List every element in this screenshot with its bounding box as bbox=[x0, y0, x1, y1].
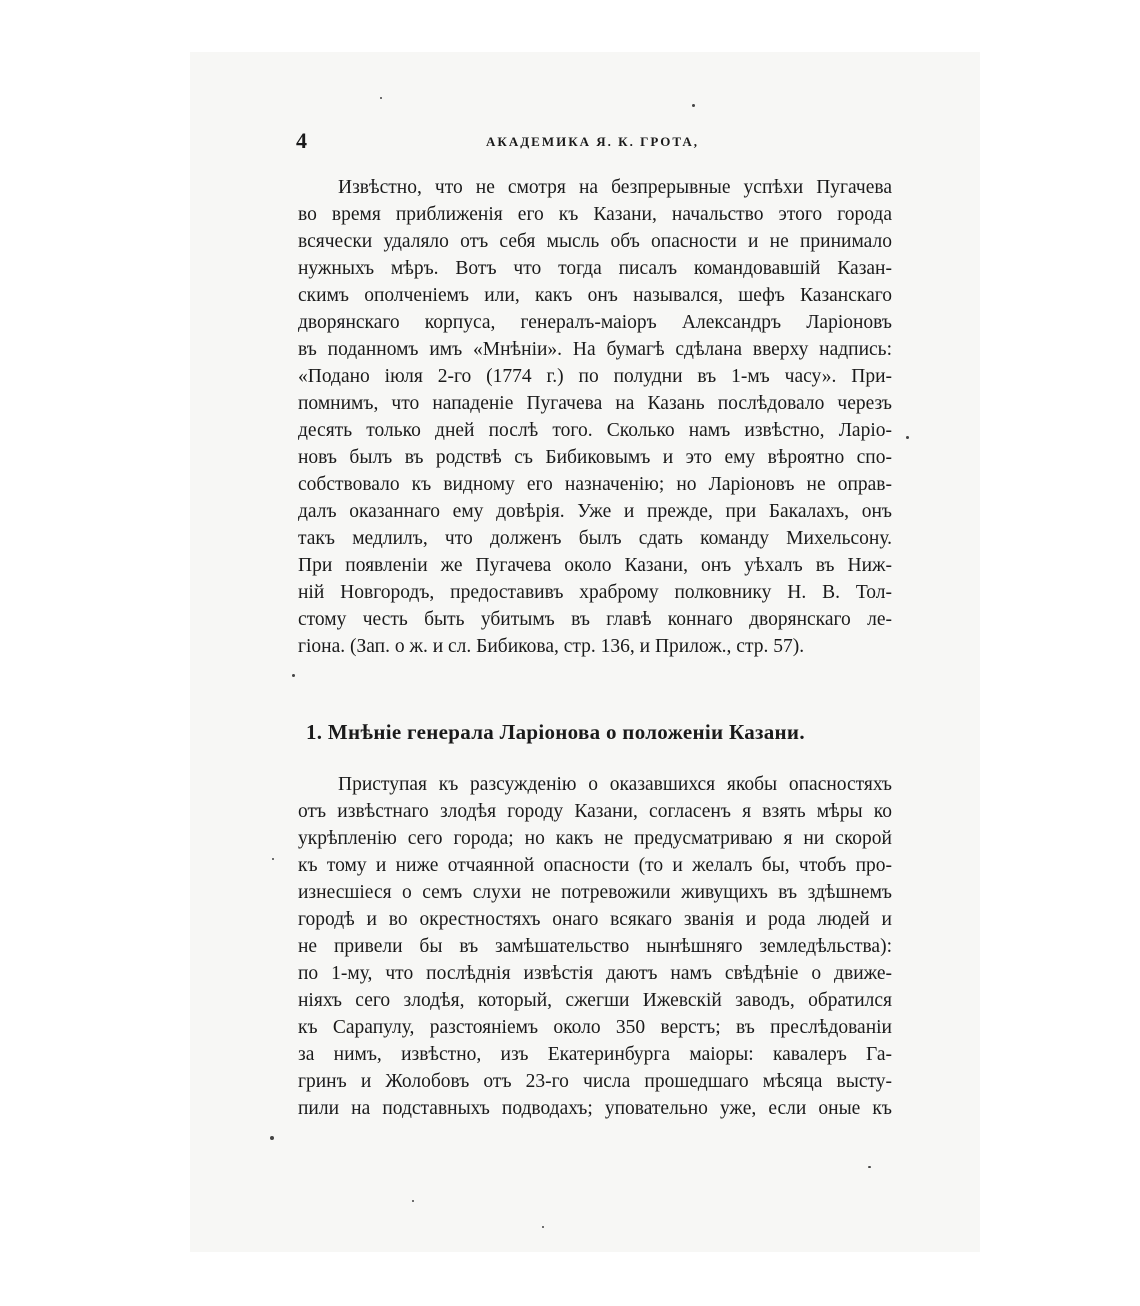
text-line: помнимъ, что нападеніе Пугачева на Казань послѣдовало черезъ bbox=[298, 393, 892, 414]
text-line: не привели бы въ замѣшательство нынѣшняго земледѣльства): bbox=[298, 936, 892, 957]
text-line: пили на подставныхъ подводахъ; уповательно уже, если оные къ bbox=[298, 1098, 892, 1119]
running-title: АКАДЕМИКА Я. К. ГРОТА, bbox=[486, 134, 699, 149]
text-line: всячески удаляло отъ себя мысль объ опасности и не принимало bbox=[298, 231, 892, 252]
scan-speck bbox=[868, 1166, 871, 1168]
text-line: далъ оказаннаго ему довѣрія. Уже и прежде, при Бакалахъ, онъ bbox=[298, 501, 892, 522]
text-line: новъ былъ въ родствѣ съ Бибиковымъ и это ему вѣроятно спо- bbox=[298, 447, 892, 468]
text-line: дворянскаго корпуса, генералъ-маіоръ Александръ Ларіоновъ bbox=[298, 312, 892, 333]
text-line: такъ медлилъ, что долженъ былъ сдать команду Михельсону. bbox=[298, 528, 892, 549]
text-line: стому честь быть убитымъ въ главѣ коннаго дворянскаго ле- bbox=[298, 609, 892, 630]
scan-speck bbox=[542, 1226, 544, 1228]
text-line: десять только дней послѣ того. Сколько намъ извѣстно, Ларіо- bbox=[298, 420, 892, 441]
text-line: ніяхъ сего злодѣя, который, сжегши Ижевскій заводъ, обратился bbox=[298, 990, 892, 1011]
text-line: ній Новгородъ, предоставивъ храброму полковнику Н. В. Тол- bbox=[298, 582, 892, 603]
text-line: за нимъ, извѣстно, изъ Екатеринбурга маіоры: кавалеръ Га- bbox=[298, 1044, 892, 1065]
text-line: въ поданномъ имъ «Мнѣніи». На бумагѣ сдѣлана вверху надпись: bbox=[298, 339, 892, 360]
text-line: При появленіи же Пугачева около Казани, онъ уѣхалъ въ Ниж- bbox=[298, 555, 892, 576]
scan-speck bbox=[692, 104, 695, 107]
text-line: отъ извѣстнаго злодѣя городу Казани, согласенъ я взять мѣры ко bbox=[298, 801, 892, 822]
text-line: къ Сарапулу, разстояніемъ около 350 верстъ; въ преслѣдованіи bbox=[298, 1017, 892, 1038]
scan-speck bbox=[270, 1136, 274, 1140]
page-number: 4 bbox=[296, 128, 307, 153]
text-line: укрѣпленію сего города; но какъ не предусматриваю я ни скорой bbox=[298, 828, 892, 849]
scan-speck bbox=[272, 858, 274, 860]
text-line: гринъ и Жолобовъ отъ 23-го числа прошедшаго мѣсяца высту- bbox=[298, 1071, 892, 1092]
scan-speck bbox=[292, 674, 295, 677]
scan-speck bbox=[412, 1200, 414, 1202]
text-line: Приступая къ разсужденію о оказавшихся якобы опасностяхъ bbox=[338, 774, 892, 795]
text-line: Извѣстно, что не смотря на безпрерывные успѣхи Пугачева bbox=[338, 177, 892, 198]
text-line: нужныхъ мѣръ. Вотъ что тогда писалъ командовавшій Казан- bbox=[298, 258, 892, 279]
scan-speck bbox=[906, 436, 909, 439]
text-line: скимъ ополченіемъ или, какъ онъ назывался, шефъ Казанскаго bbox=[298, 285, 892, 306]
text-line: собствовало къ видному его назначенію; но Ларіоновъ не оправ- bbox=[298, 474, 892, 495]
intro-paragraph bbox=[298, 174, 892, 660]
section-heading: 1. Мнѣніе генерала Ларіонова о положеніи Казани. bbox=[306, 720, 805, 744]
text-line: городѣ и во окрестностяхъ онаго всякаго званія и рода людей и bbox=[298, 909, 892, 930]
text-line: изнесшіеся о семъ слухи не потревожили живущихъ въ здѣшнемъ bbox=[298, 882, 892, 903]
text-line: по 1-му, что послѣднія извѣстія даютъ намъ свѣдѣніе о движе- bbox=[298, 963, 892, 984]
text-line: гіона. (Зап. о ж. и сл. Бибикова, стр. 136, и Прилож., стр. 57). bbox=[298, 636, 805, 657]
scan-speck bbox=[380, 97, 382, 99]
text-line: «Подано іюля 2-го (1774 г.) по полудни въ 1-мъ часу». При- bbox=[298, 366, 892, 387]
text-line: къ тому и ниже отчаянной опасности (то и желалъ бы, чтобъ про- bbox=[298, 855, 892, 876]
running-header bbox=[296, 128, 896, 158]
text-line: во время приближенія его къ Казани, начальство этого города bbox=[298, 204, 892, 225]
body-paragraph bbox=[298, 771, 892, 1122]
